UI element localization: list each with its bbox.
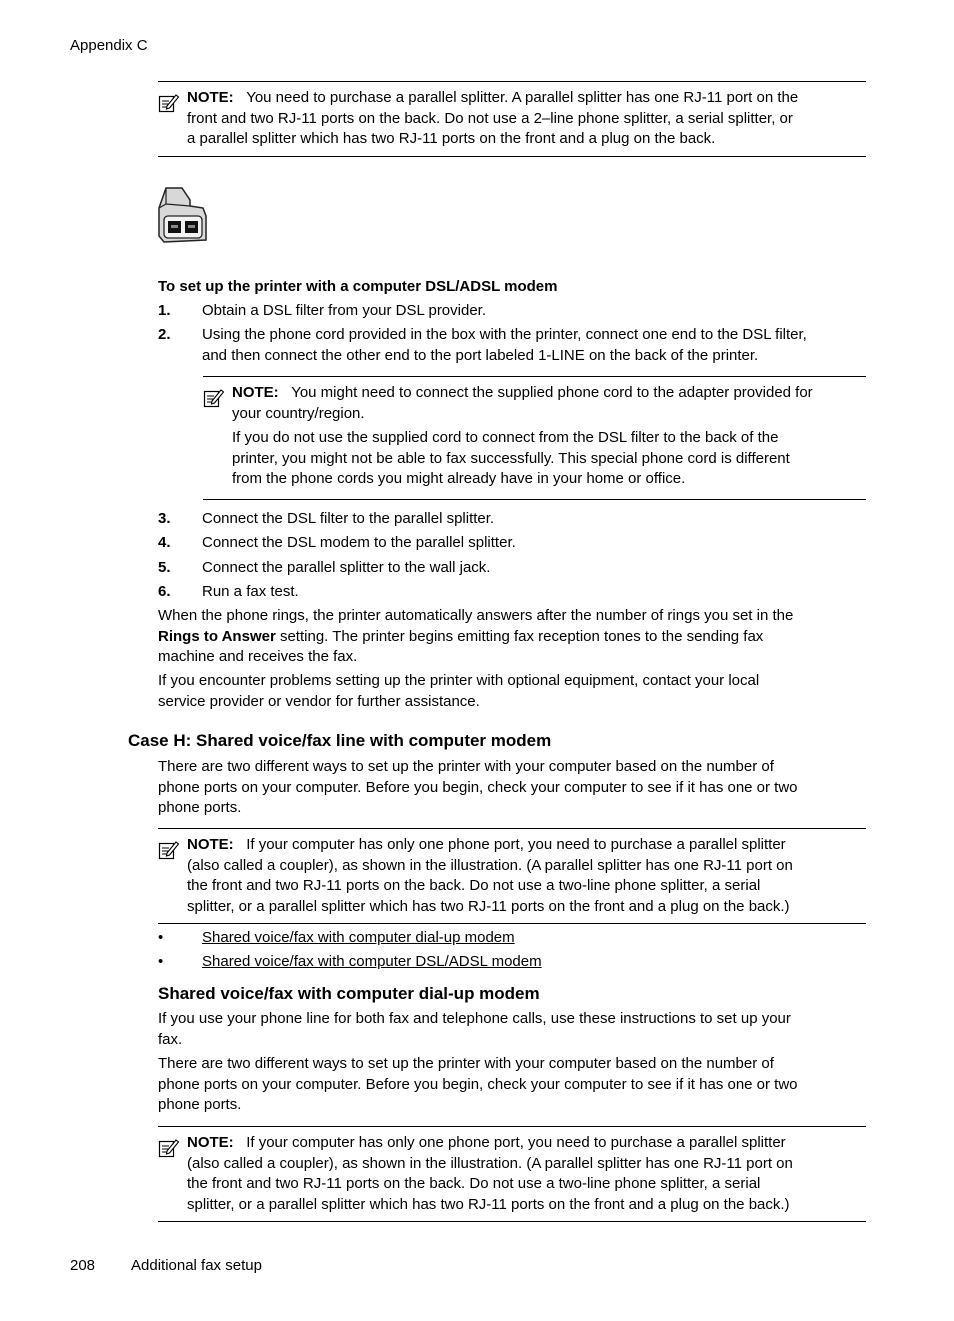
paragraph-text: setting. The printer begins emitting fax reception tones to the sending fax xyxy=(275,627,764,645)
parallel-splitter-illustration xyxy=(156,186,208,246)
paragraph-text: phone ports on your computer. Before you begin, check your computer to see if it has one or two xyxy=(158,778,798,796)
step-text: Connect the DSL modem to the parallel splitter. xyxy=(202,534,516,551)
step-text: Using the phone cord provided in the box with the printer, connect one end to the DSL filter, xyxy=(202,326,807,343)
note-coupler-dialup xyxy=(158,1126,866,1222)
paragraph-text: phone ports on your computer. Before you begin, check your computer to see if it has one or two xyxy=(158,1075,798,1093)
paragraph-text: phone ports. xyxy=(158,1096,242,1113)
note-text: printer, you might not be able to fax successfully. This special phone cord is different xyxy=(232,449,790,467)
note-icon xyxy=(158,1137,180,1159)
note-text: If your computer has only one phone port, you need to purchase a parallel splitter xyxy=(246,1134,786,1151)
paragraph-dialup-1 xyxy=(158,1009,878,1050)
note-text: (also called a coupler), as shown in the illustration. (A parallel splitter has one RJ-11 port on xyxy=(187,1154,793,1172)
subsection-heading-dialup: Shared voice/fax with computer dial-up modem xyxy=(158,984,540,1003)
note-text: from the phone cords you might already have in your home or office. xyxy=(232,470,686,487)
step-2 xyxy=(158,325,878,367)
step-number: 4. xyxy=(158,534,171,551)
note-phone-cord xyxy=(203,376,866,500)
running-head: Appendix C xyxy=(70,37,148,54)
note-text: splitter, or a parallel splitter which has two RJ-11 ports on the front and a plug on the back.) xyxy=(187,897,790,915)
paragraph-problems xyxy=(158,671,878,712)
note-parallel-splitter xyxy=(158,81,866,157)
step-number: 1. xyxy=(158,302,171,319)
note-label: NOTE: xyxy=(232,384,279,401)
paragraph-text: If you encounter problems setting up the printer with optional equipment, contact your local xyxy=(158,672,760,689)
note-text: If your computer has only one phone port, you need to purchase a parallel splitter xyxy=(246,836,786,853)
bullet-mark: • xyxy=(158,953,164,970)
step-text: Connect the parallel splitter to the wall jack. xyxy=(202,559,491,576)
step-text: Obtain a DSL filter from your DSL provider. xyxy=(202,302,487,319)
paragraph-text: service provider or vendor for further assistance. xyxy=(158,692,480,710)
bullet-mark: • xyxy=(158,929,164,946)
note-text: your country/region. xyxy=(232,404,365,422)
paragraph-dialup-2 xyxy=(158,1054,878,1116)
paragraph-case-h-intro xyxy=(158,757,878,819)
setting-name: Rings to Answer xyxy=(158,627,276,645)
step-text: and then connect the other end to the port labeled 1-LINE on the back of the printer. xyxy=(202,346,759,364)
note-text: a parallel splitter which has two RJ-11 ports on the front and a plug on the back. xyxy=(187,130,716,147)
paragraph-text: phone ports. xyxy=(158,799,242,816)
note-coupler xyxy=(158,828,866,924)
note-label: NOTE: xyxy=(187,89,234,106)
paragraph-text: fax. xyxy=(158,1030,183,1048)
procedure-heading: To set up the printer with a computer DSL/ADSL modem xyxy=(158,278,558,295)
step-number: 2. xyxy=(158,326,171,343)
note-text: You need to purchase a parallel splitter. A parallel splitter has one RJ-11 port on the xyxy=(246,89,799,106)
link-dialup-modem[interactable]: Shared voice/fax with computer dial-up modem xyxy=(202,929,515,946)
note-text: the front and two RJ-11 ports on the back. Do not use a two-line phone splitter, a serial xyxy=(187,877,761,894)
note-text: splitter, or a parallel splitter which has two RJ-11 ports on the front and a plug on the back.) xyxy=(187,1195,790,1213)
note-text: front and two RJ-11 ports on the back. Do not use a 2–line phone splitter, a serial splitter, or xyxy=(187,109,793,127)
note-icon xyxy=(203,387,225,409)
paragraph-text: There are two different ways to set up the printer with your computer based on the number of xyxy=(158,1055,774,1072)
note-text: You might need to connect the supplied phone cord to the adapter provided for xyxy=(291,384,813,401)
note-label: NOTE: xyxy=(187,836,234,853)
paragraph-text: There are two different ways to set up the printer with your computer based on the number of xyxy=(158,758,774,775)
step-text: Run a fax test. xyxy=(202,583,299,600)
note-text: (also called a coupler), as shown in the illustration. (A parallel splitter has one RJ-11 port on xyxy=(187,856,793,874)
step-text: Connect the DSL filter to the parallel splitter. xyxy=(202,510,495,527)
note-icon xyxy=(158,92,180,114)
footer-section-title: Additional fax setup xyxy=(131,1257,262,1274)
step-number: 5. xyxy=(158,559,171,576)
paragraph-text: If you use your phone line for both fax and telephone calls, use these instructions to set up your xyxy=(158,1010,791,1027)
link-dsl-adsl-modem[interactable]: Shared voice/fax with computer DSL/ADSL modem xyxy=(202,953,542,970)
page-number: 208 xyxy=(70,1257,96,1274)
note-icon xyxy=(158,839,180,861)
paragraph-text: machine and receives the fax. xyxy=(158,648,358,665)
note-text: If you do not use the supplied cord to connect from the DSL filter to the back of the xyxy=(232,429,779,446)
note-label: NOTE: xyxy=(187,1134,234,1151)
note-text: the front and two RJ-11 ports on the back. Do not use a two-line phone splitter, a serial xyxy=(187,1175,761,1192)
step-number: 3. xyxy=(158,510,171,527)
section-heading-case-h: Case H: Shared voice/fax line with computer modem xyxy=(128,731,552,750)
paragraph-rings-to-answer xyxy=(158,606,878,668)
paragraph-text: When the phone rings, the printer automatically answers after the number of rings you set in the xyxy=(158,607,794,624)
step-number: 6. xyxy=(158,583,171,600)
